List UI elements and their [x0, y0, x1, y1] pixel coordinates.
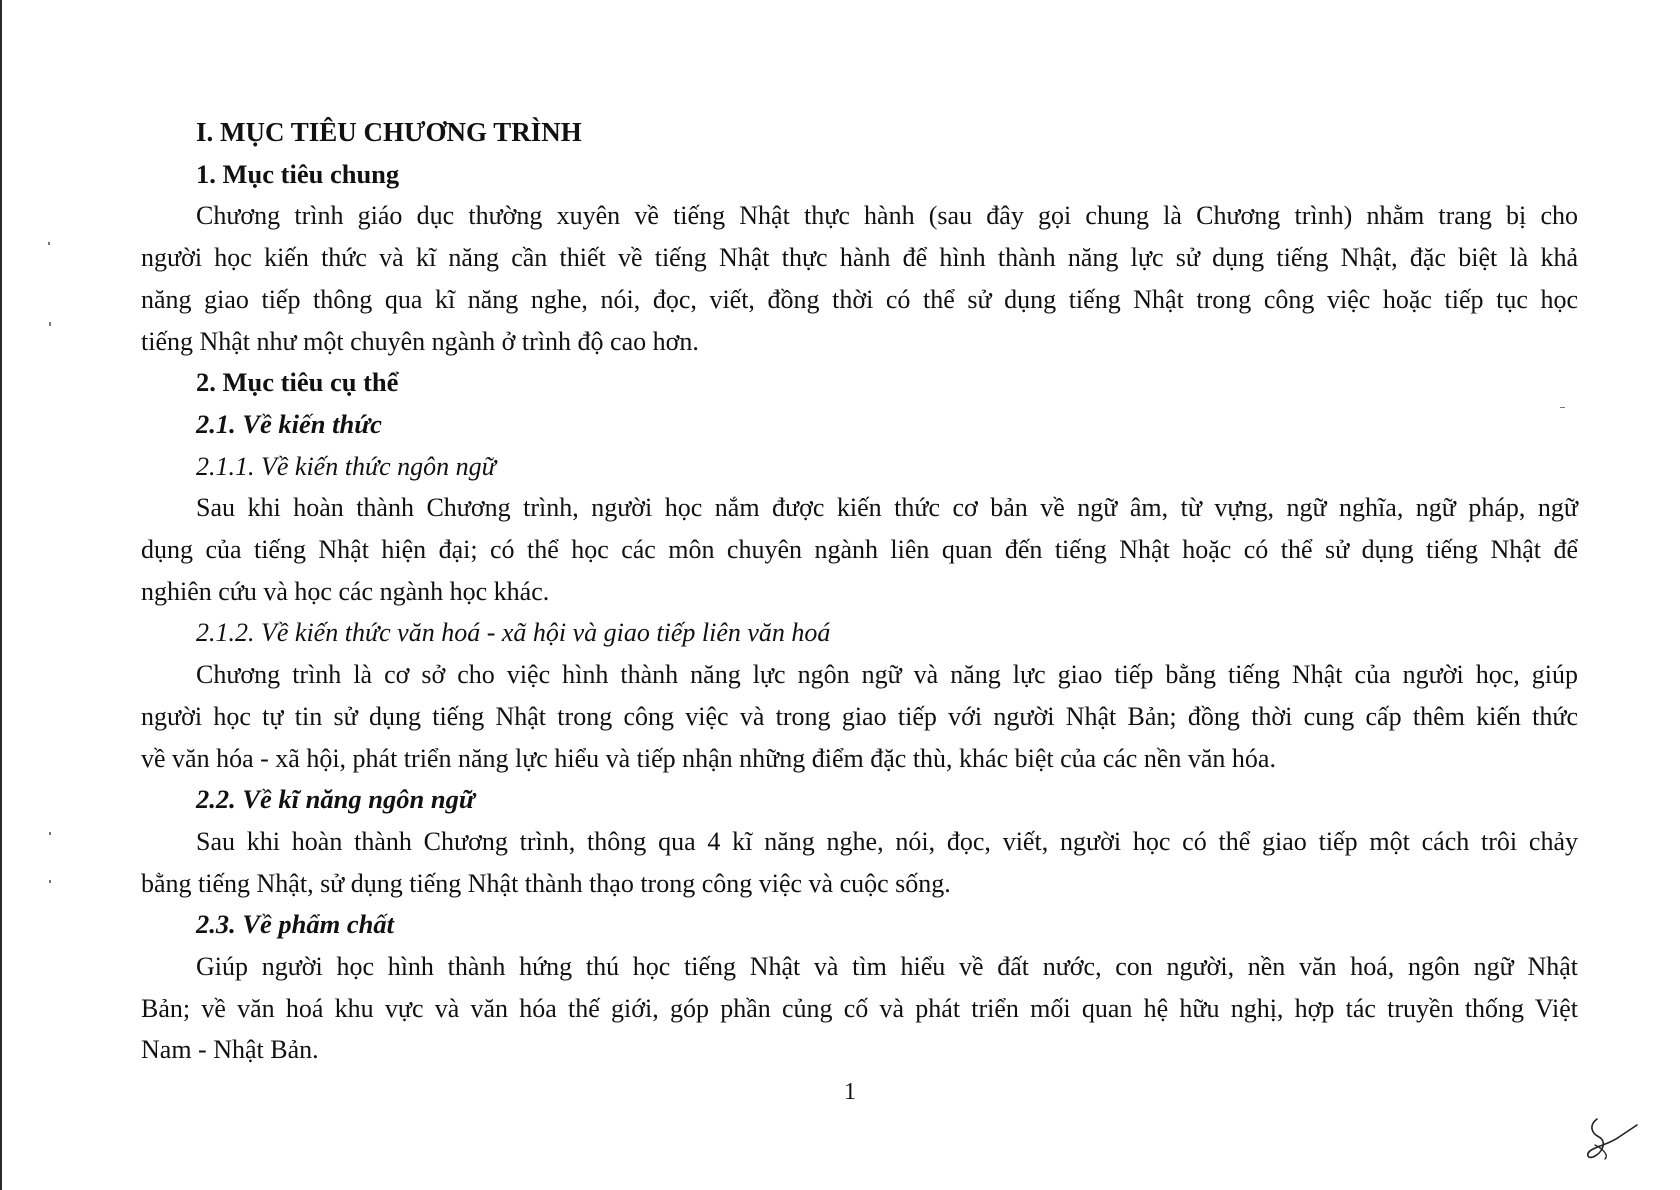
main-heading: I. MỤC TIÊU CHƯƠNG TRÌNH: [196, 117, 582, 147]
subsection-culture-title: 2.1.2. Về kiến thức văn hoá - xã hội và giao tiếp liên văn hoá: [196, 618, 831, 648]
paragraph-line: Sau khi hoàn thành Chương trình, thông qua 4 kĩ năng nghe, nói, đọc, viết, người học có thể giao tiếp một cách trôi chảy: [196, 826, 1578, 856]
paragraph-line: Giúp người học hình thành hứng thú học tiếng Nhật và tìm hiểu về đất nước, con người, nền văn hoá, ngôn ngữ Nhật: [196, 952, 1578, 982]
paragraph-line: Nam - Nhật Bản.: [141, 1035, 319, 1065]
paragraph-line: Bản; về văn hoá khu vực và văn hóa thế giới, góp phần củng cố và phát triển mối quan hệ hữu nghị, hợp tác truyền thống Việt: [141, 993, 1578, 1023]
page-left-edge: [0, 0, 2, 1190]
page-number: 1: [844, 1079, 856, 1105]
subsection-knowledge-title: 2.1. Về kiến thức: [196, 408, 382, 439]
scan-speck: [48, 242, 50, 245]
paragraph-line: dụng của tiếng Nhật hiện đại; có thể học các môn chuyên ngành liên quan đến tiếng Nhật hoặc có thể sử dụng tiếng Nhật để: [141, 535, 1578, 565]
subsection-language-title: 2.1.1. Về kiến thức ngôn ngữ: [196, 451, 496, 481]
paragraph-line: nghiên cứu và học các ngành học khác.: [141, 576, 550, 606]
paragraph-line: Chương trình là cơ sở cho việc hình thành năng lực ngôn ngữ và năng lực giao tiếp bằng tiếng Nhật của người học, giúp: [196, 660, 1578, 690]
paragraph-line: năng giao tiếp thông qua kĩ năng nghe, nói, đọc, viết, đồng thời có thể sử dụng tiếng Nhật trong công việc hoặc tiếp tục học: [141, 284, 1578, 314]
document-body: [141, 112, 1578, 1071]
section-specific-title: 2. Mục tiêu cụ thể: [196, 367, 399, 398]
paragraph-line: bằng tiếng Nhật, sử dụng tiếng Nhật thành thạo trong công việc và cuộc sống.: [141, 868, 951, 898]
scan-speck: [49, 832, 51, 835]
section-general-title: 1. Mục tiêu chung: [196, 158, 400, 189]
paragraph-line: người học tự tin sử dụng tiếng Nhật trong công việc và trong giao tiếp với người Nhật Bản; đồng thời cung cấp thêm kiến thức: [141, 701, 1578, 731]
scan-speck: [49, 880, 51, 883]
paragraph-line: Sau khi hoàn thành Chương trình, người học nắm được kiến thức cơ bản về ngữ âm, từ vựng, ngữ nghĩa, ngữ pháp, ngữ: [196, 493, 1578, 523]
subsection-qualities-title: 2.3. Về phẩm chất: [196, 909, 395, 940]
initial-signature-mark: [1583, 1115, 1639, 1163]
paragraph-line: Chương trình giáo dục thường xuyên về tiếng Nhật thực hành (sau đây gọi chung là Chương trình) nhằm trang bị cho: [196, 201, 1578, 231]
paragraph-line: tiếng Nhật như một chuyên ngành ở trình độ cao hơn.: [141, 326, 699, 356]
scan-speck: [49, 322, 51, 326]
paragraph-line: về văn hóa - xã hội, phát triển năng lực hiểu và tiếp nhận những điểm đặc thù, khác biệt của các nền văn hóa.: [141, 743, 1276, 773]
subsection-skills-title: 2.2. Về kĩ năng ngôn ngữ: [196, 784, 475, 815]
paragraph-line: người học kiến thức và kĩ năng cần thiết về tiếng Nhật thực hành để hình thành năng lực sử dụng tiếng Nhật, đặc biệt là khả: [141, 243, 1578, 273]
